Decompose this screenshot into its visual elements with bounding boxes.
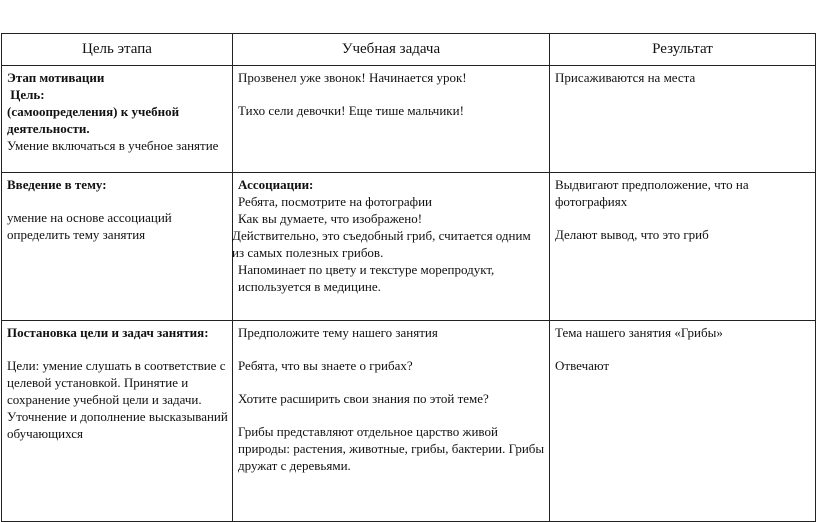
stage-title: Этап мотивации bbox=[7, 70, 105, 85]
table-header-row bbox=[2, 34, 816, 66]
task-line: Как вы думаете, что изображено! bbox=[238, 211, 423, 226]
task-title: Ассоциации: bbox=[238, 177, 314, 192]
stage-text: Цели: умение слушать в соответствие с целевой установкой. Принятие и сохранение учебной цели и задачи. Уточнение и дополнение высказываний обучающихся bbox=[7, 358, 228, 441]
task-line: Тихо сели девочки! Еще тише мальчики! bbox=[238, 103, 464, 118]
task-line: Предположите тему нашего занятия bbox=[238, 325, 438, 340]
task-cell bbox=[233, 173, 550, 321]
stage-title: Введение в тему: bbox=[7, 177, 107, 192]
result-line: Отвечают bbox=[555, 358, 610, 373]
stage-text: умение на основе ассоциаций определить тему занятия bbox=[7, 210, 172, 242]
table-row-motivation bbox=[2, 66, 816, 173]
task-line: Грибы представляют отдельное царство живой природы: растения, животные, грибы, бактерии. Грибы дружат с деревьями. bbox=[238, 424, 545, 473]
header-stage-goal: Цель этапа bbox=[2, 34, 233, 66]
stage-goal-text: (самоопределения) к учебной деятельности. bbox=[7, 104, 180, 136]
task-line: Ребята, что вы знаете о грибах? bbox=[238, 358, 413, 373]
result-cell bbox=[550, 173, 816, 321]
result-cell bbox=[550, 66, 816, 173]
task-line: Действительно, это съедобный гриб, считается одним из самых полезных грибов. bbox=[232, 228, 531, 260]
stage-cell bbox=[2, 321, 233, 522]
result-cell bbox=[550, 321, 816, 522]
stage-cell bbox=[2, 173, 233, 321]
result-line: Делают вывод, что это гриб bbox=[555, 227, 709, 242]
task-line: Напоминает по цвету и текстуре морепродукт, используется в медицине. bbox=[238, 262, 495, 294]
table-row-goal-setting bbox=[2, 321, 816, 522]
header-result: Результат bbox=[550, 34, 816, 66]
lesson-plan-table bbox=[1, 33, 816, 522]
header-learning-task: Учебная задача bbox=[233, 34, 550, 66]
stage-cell bbox=[2, 66, 233, 173]
result-line: Присаживаются на места bbox=[555, 70, 696, 85]
table-row-topic-intro bbox=[2, 173, 816, 321]
stage-title: Постановка цели и задач занятия: bbox=[7, 325, 209, 340]
result-line: Тема нашего занятия «Грибы» bbox=[555, 325, 723, 340]
task-cell bbox=[233, 321, 550, 522]
task-line: Прозвенел уже звонок! Начинается урок! bbox=[238, 70, 467, 85]
stage-skill-text: Умение включаться в учебное занятие bbox=[7, 138, 219, 153]
task-line: Ребята, посмотрите на фотографии bbox=[238, 194, 432, 209]
stage-goal-label: Цель: bbox=[7, 87, 45, 102]
task-cell bbox=[233, 66, 550, 173]
result-line: Выдвигают предположение, что на фотографиях bbox=[555, 177, 749, 209]
task-line: Хотите расширить свои знания по этой теме? bbox=[238, 391, 489, 406]
